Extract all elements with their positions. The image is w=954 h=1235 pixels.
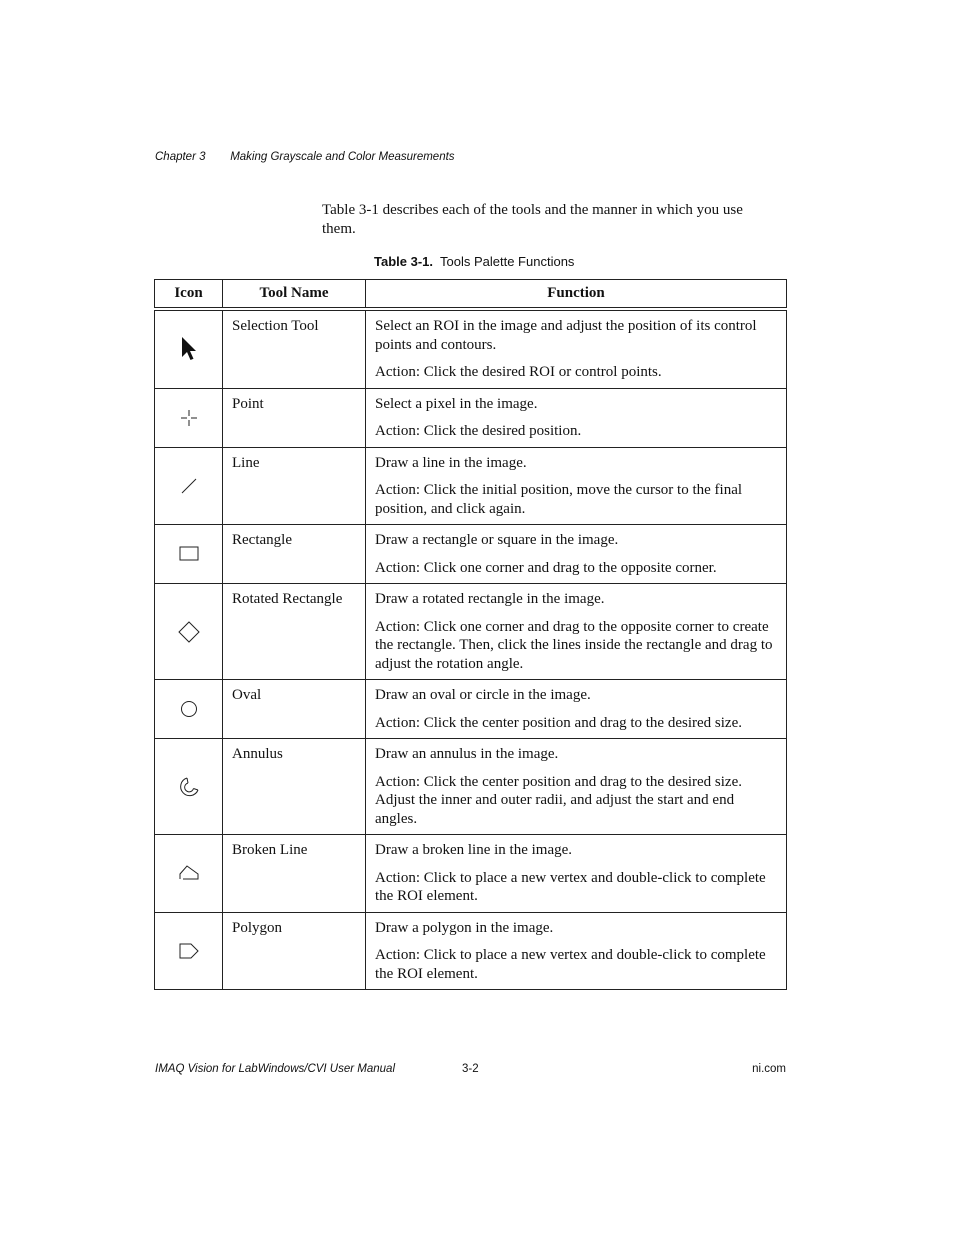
tool-name-cell: Rotated Rectangle bbox=[223, 584, 366, 680]
table-row bbox=[155, 835, 787, 913]
icon-cell bbox=[155, 680, 223, 739]
icon-cell bbox=[155, 309, 223, 388]
function-action: Action: Click one corner and drag to the opposite corner to create the rectangle. Then, click the lines inside the rectangle and drag to adjust the rotation angle. bbox=[375, 618, 773, 672]
function-action: Action: Click the center position and drag to the desired size. bbox=[375, 714, 742, 731]
annulus-icon bbox=[177, 775, 201, 799]
table-row bbox=[155, 525, 787, 584]
table-caption-text: Tools Palette Functions bbox=[440, 254, 575, 269]
function-description: Draw an annulus in the image. bbox=[375, 746, 559, 762]
icon-cell bbox=[155, 525, 223, 584]
chapter-title: Making Grayscale and Color Measurements bbox=[230, 151, 455, 163]
tool-name-cell: Rectangle bbox=[223, 525, 366, 584]
footer-page-number: 3-2 bbox=[462, 1063, 479, 1075]
footer-site-link[interactable]: ni.com bbox=[752, 1063, 786, 1075]
table-row bbox=[155, 309, 787, 388]
running-header bbox=[155, 151, 455, 163]
function-description: Draw a broken line in the image. bbox=[375, 842, 573, 858]
rectangle-icon bbox=[178, 545, 200, 563]
function-cell bbox=[366, 525, 787, 584]
tool-name-cell: Oval bbox=[223, 680, 366, 739]
intro-paragraph: Table 3-1 describes each of the tools and the manner in which you use them. bbox=[322, 202, 743, 237]
function-action: Action: Click to place a new vertex and double-click to complete the ROI element. bbox=[375, 947, 766, 982]
footer-manual-title: IMAQ Vision for LabWindows/CVI User Manual bbox=[155, 1063, 396, 1075]
function-cell bbox=[366, 739, 787, 835]
table-row bbox=[155, 447, 787, 525]
tool-name-cell: Line bbox=[223, 447, 366, 525]
table-row bbox=[155, 739, 787, 835]
function-description: Select an ROI in the image and adjust the position of its control points and contours. bbox=[375, 318, 757, 353]
function-cell bbox=[366, 680, 787, 739]
function-description: Draw a line in the image. bbox=[375, 454, 527, 471]
tools-table bbox=[154, 279, 787, 990]
function-cell bbox=[366, 388, 787, 447]
function-cell bbox=[366, 835, 787, 913]
function-action: Action: Click one corner and drag to the opposite corner. bbox=[375, 559, 717, 576]
function-description: Draw an oval or circle in the image. bbox=[375, 687, 591, 703]
rotated-rectangle-icon bbox=[177, 620, 201, 644]
arrow-pointer-icon bbox=[179, 335, 199, 363]
icon-cell bbox=[155, 388, 223, 447]
icon-cell bbox=[155, 447, 223, 525]
table-caption bbox=[374, 254, 574, 269]
function-action: Action: Click the initial position, move the cursor to the final position, and click again. bbox=[375, 482, 743, 517]
function-cell bbox=[366, 447, 787, 525]
polygon-icon bbox=[177, 941, 201, 961]
function-action: Action: Click the desired ROI or control points. bbox=[375, 364, 662, 380]
table-header-row bbox=[155, 280, 787, 310]
table-row bbox=[155, 584, 787, 680]
icon-cell bbox=[155, 584, 223, 680]
broken-line-icon bbox=[177, 863, 201, 883]
function-action: Action: Click to place a new vertex and double-click to complete the ROI element. bbox=[375, 869, 766, 904]
table-caption-label: Table 3-1. bbox=[374, 254, 434, 269]
table-row bbox=[155, 912, 787, 990]
icon-cell bbox=[155, 835, 223, 913]
function-action: Action: Click the center position and drag to the desired size. Adjust the inner and outer radii, and adjust the start and end angles. bbox=[375, 773, 742, 827]
tool-name-cell: Broken Line bbox=[223, 835, 366, 913]
column-header-tool-name: Tool Name bbox=[223, 280, 366, 310]
tool-name-cell: Annulus bbox=[223, 739, 366, 835]
function-cell bbox=[366, 912, 787, 990]
function-description: Select a pixel in the image. bbox=[375, 395, 538, 412]
oval-icon bbox=[179, 699, 199, 719]
column-header-icon: Icon bbox=[155, 280, 223, 310]
tool-name-cell: Selection Tool bbox=[223, 309, 366, 388]
icon-cell bbox=[155, 739, 223, 835]
function-description: Draw a polygon in the image. bbox=[375, 919, 554, 936]
function-cell bbox=[366, 309, 787, 388]
table-row bbox=[155, 388, 787, 447]
icon-cell bbox=[155, 912, 223, 990]
function-description: Draw a rectangle or square in the image. bbox=[375, 532, 619, 548]
function-action: Action: Click the desired position. bbox=[375, 423, 582, 439]
line-icon bbox=[180, 477, 198, 495]
tool-name-cell: Point bbox=[223, 388, 366, 447]
function-description: Draw a rotated rectangle in the image. bbox=[375, 591, 605, 607]
table-row bbox=[155, 680, 787, 739]
column-header-function: Function bbox=[366, 280, 787, 310]
tool-name-cell: Polygon bbox=[223, 912, 366, 990]
chapter-label: Chapter 3 bbox=[155, 151, 206, 163]
crosshair-point-icon bbox=[180, 409, 198, 427]
function-cell bbox=[366, 584, 787, 680]
